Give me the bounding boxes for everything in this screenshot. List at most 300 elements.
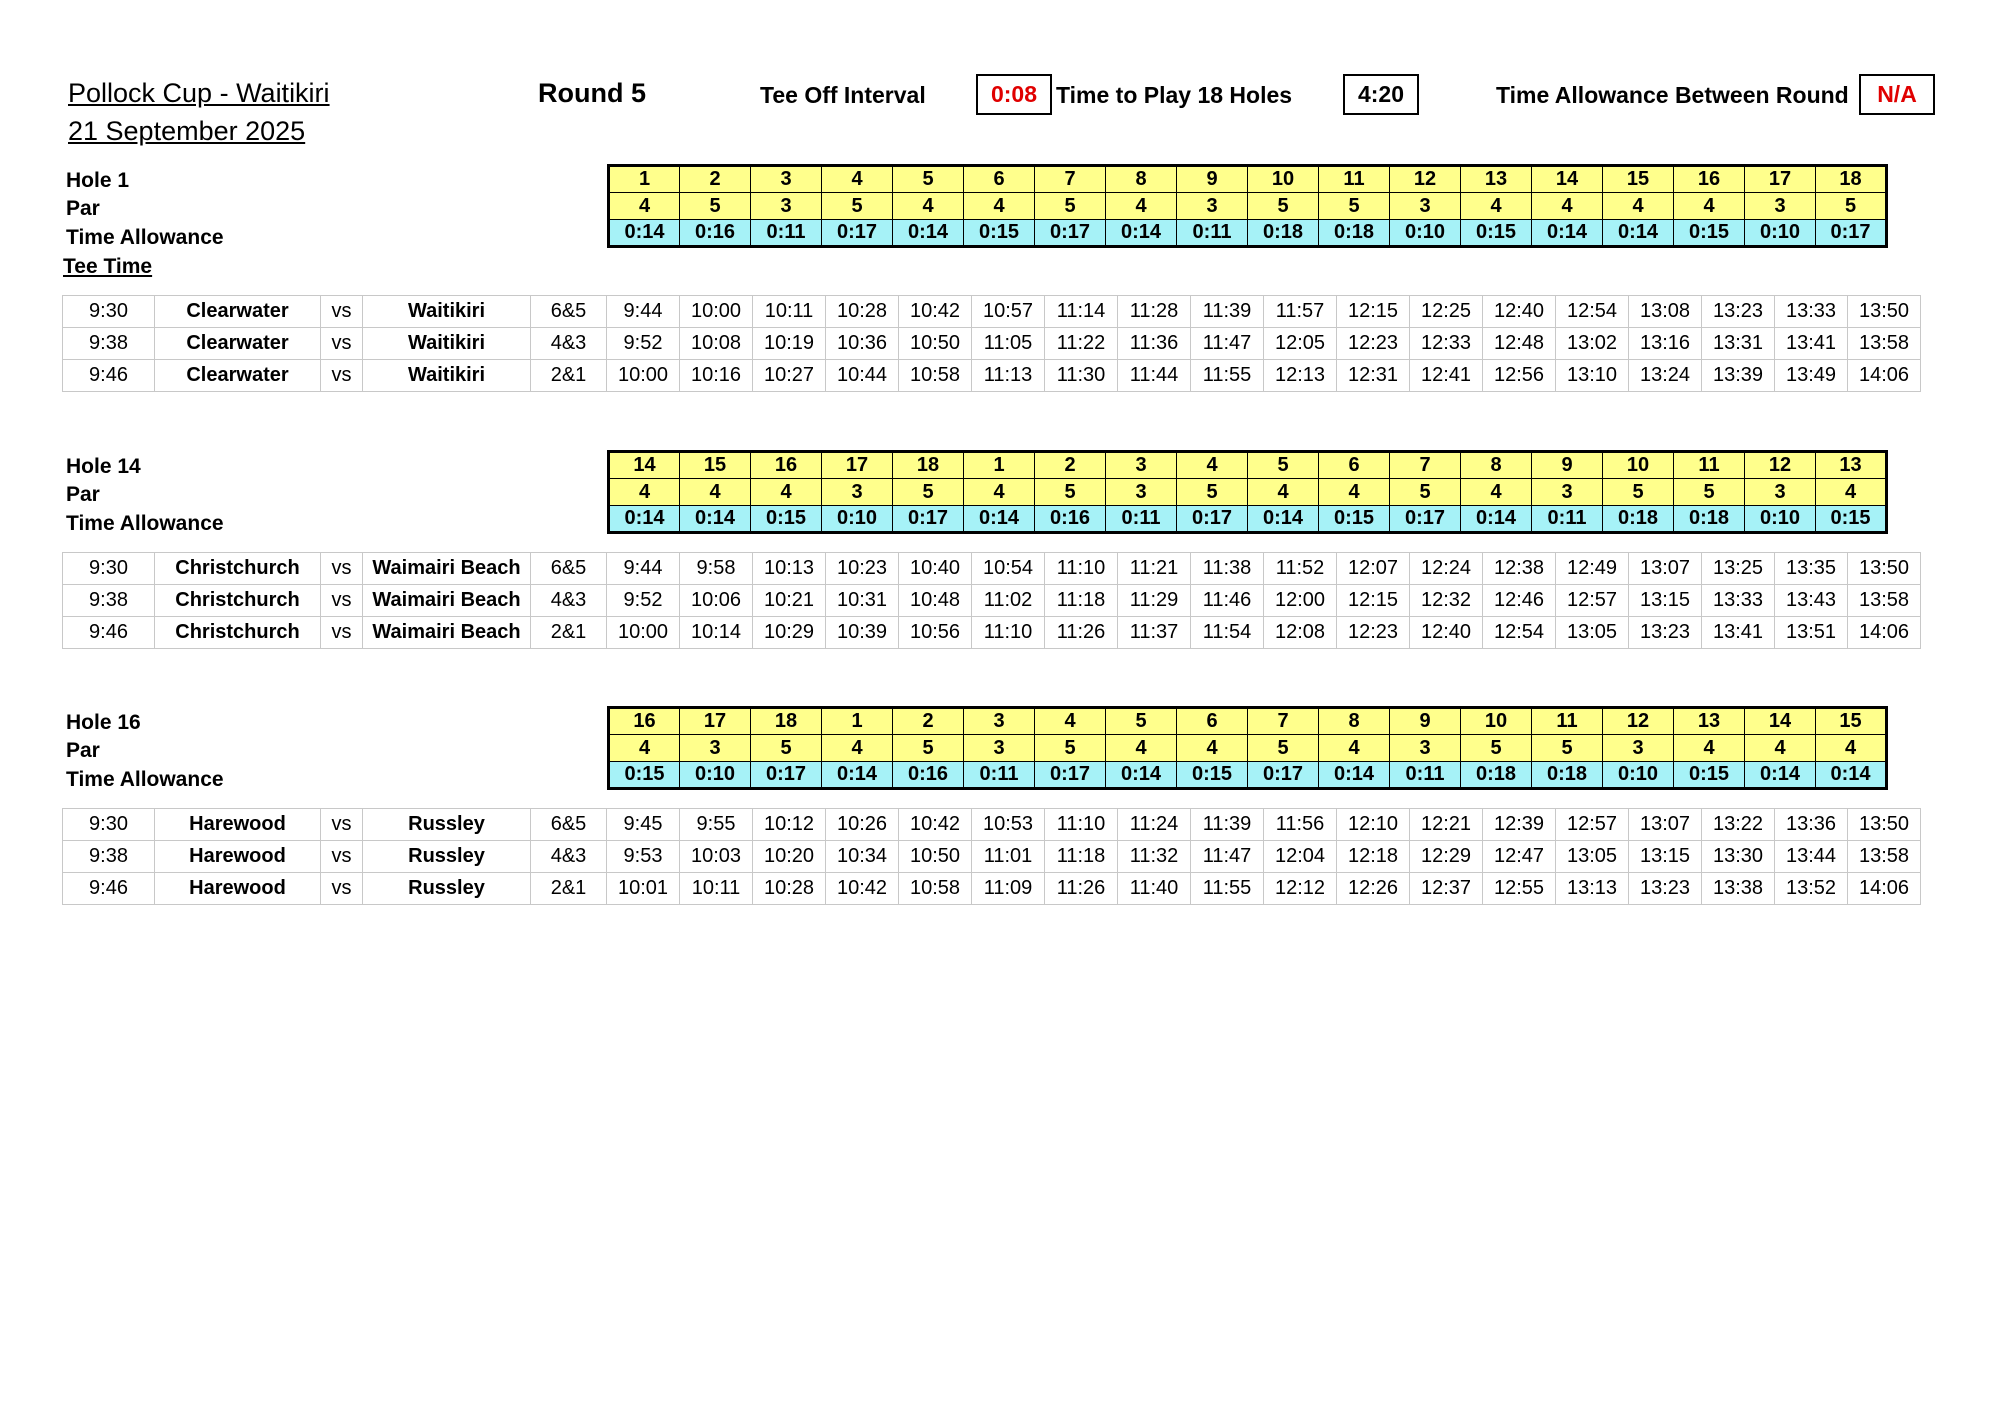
hole-time-cell: 12:23 <box>1337 617 1410 649</box>
vs-cell: vs <box>321 296 363 328</box>
away-team-cell: Russley <box>363 873 531 905</box>
section-3-allowance-label: Time Allowance <box>66 768 224 791</box>
hole-time-cell: 11:18 <box>1045 585 1118 617</box>
hole-time-cell: 13:58 <box>1848 328 1921 360</box>
allowance-cell: 0:10 <box>680 762 751 789</box>
par-cell: 4 <box>1319 479 1390 506</box>
hole-time-cell: 10:48 <box>899 585 972 617</box>
hole-time-cell: 10:14 <box>680 617 753 649</box>
hole-time-cell: 10:57 <box>972 296 1045 328</box>
hole-time-cell: 13:50 <box>1848 296 1921 328</box>
hole-number-cell: 6 <box>1177 708 1248 735</box>
hole-number-cell: 5 <box>1106 708 1177 735</box>
hole-time-cell: 13:41 <box>1702 617 1775 649</box>
hole-time-cell: 11:57 <box>1264 296 1337 328</box>
hole-number-cell: 18 <box>751 708 822 735</box>
allowance-cell: 0:10 <box>1390 220 1461 247</box>
hole-time-cell: 13:05 <box>1556 841 1629 873</box>
allowance-row <box>609 506 1887 533</box>
hole-time-cell: 13:51 <box>1775 617 1848 649</box>
hole-time-cell: 12:49 <box>1556 553 1629 585</box>
par-cell: 3 <box>964 735 1035 762</box>
hole-time-cell: 13:36 <box>1775 809 1848 841</box>
away-team-cell: Waimairi Beach <box>363 617 531 649</box>
game-row <box>63 328 1921 360</box>
match-position-cell: 6&5 <box>531 553 607 585</box>
hole-time-cell: 13:13 <box>1556 873 1629 905</box>
hole-time-cell: 12:38 <box>1483 553 1556 585</box>
hole-time-cell: 11:01 <box>972 841 1045 873</box>
hole-time-cell: 11:47 <box>1191 841 1264 873</box>
hole-number-cell: 10 <box>1248 166 1319 193</box>
allowance-row <box>609 762 1887 789</box>
hole-number-cell: 11 <box>1674 452 1745 479</box>
par-cell: 3 <box>751 193 822 220</box>
tee-time-label: Tee Time <box>63 255 153 278</box>
hole-time-cell: 13:02 <box>1556 328 1629 360</box>
par-cell: 5 <box>1674 479 1745 506</box>
section-2-games-table <box>62 552 1921 649</box>
hole-time-cell: 10:08 <box>680 328 753 360</box>
away-team-cell: Waitikiri <box>363 328 531 360</box>
allowance-cell: 0:11 <box>964 762 1035 789</box>
hole-number-cell: 9 <box>1532 452 1603 479</box>
par-cell: 4 <box>609 193 680 220</box>
hole-time-cell: 10:50 <box>899 841 972 873</box>
hole-time-cell: 10:00 <box>680 296 753 328</box>
allowance-cell: 0:18 <box>1319 220 1390 247</box>
hole-time-cell: 12:57 <box>1556 809 1629 841</box>
hole-time-cell: 12:57 <box>1556 585 1629 617</box>
hole-time-cell: 10:39 <box>826 617 899 649</box>
hole-time-cell: 12:46 <box>1483 585 1556 617</box>
allowance-cell: 0:17 <box>1248 762 1319 789</box>
hole-number-cell: 5 <box>893 166 964 193</box>
hole-time-cell: 13:50 <box>1848 553 1921 585</box>
hole-time-cell: 11:13 <box>972 360 1045 392</box>
hole-time-cell: 11:14 <box>1045 296 1118 328</box>
hole-time-cell: 13:44 <box>1775 841 1848 873</box>
hole-number-cell: 17 <box>680 708 751 735</box>
hole-time-cell: 10:58 <box>899 873 972 905</box>
hole-number-cell: 16 <box>609 708 680 735</box>
hole-number-cell: 2 <box>893 708 964 735</box>
allowance-cell: 0:17 <box>1177 506 1248 533</box>
hole-row <box>609 452 1887 479</box>
hole-time-cell: 13:43 <box>1775 585 1848 617</box>
allowance-cell: 0:14 <box>964 506 1035 533</box>
par-cell: 5 <box>1035 479 1106 506</box>
match-position-cell: 2&1 <box>531 617 607 649</box>
game-row <box>63 873 1921 905</box>
home-team-cell: Harewood <box>155 873 321 905</box>
match-position-cell: 2&1 <box>531 360 607 392</box>
hole-time-cell: 13:24 <box>1629 360 1702 392</box>
hole-time-cell: 13:25 <box>1702 553 1775 585</box>
hole-time-cell: 10:00 <box>607 360 680 392</box>
hole-time-cell: 14:06 <box>1848 617 1921 649</box>
hole-number-cell: 17 <box>822 452 893 479</box>
hole-time-cell: 12:12 <box>1264 873 1337 905</box>
par-cell: 4 <box>680 479 751 506</box>
hole-number-cell: 18 <box>1816 166 1887 193</box>
allowance-cell: 0:11 <box>1177 220 1248 247</box>
allowance-cell: 0:17 <box>1390 506 1461 533</box>
hole-time-cell: 13:31 <box>1702 328 1775 360</box>
allowance-cell: 0:15 <box>964 220 1035 247</box>
tee-time-cell: 9:38 <box>63 841 155 873</box>
tee-off-interval-label: Tee Off Interval <box>760 82 926 108</box>
allowance-cell: 0:16 <box>893 762 964 789</box>
hole-time-cell: 13:33 <box>1775 296 1848 328</box>
hole-time-cell: 11:28 <box>1118 296 1191 328</box>
tee-time-cell: 9:30 <box>63 296 155 328</box>
hole-number-cell: 13 <box>1816 452 1887 479</box>
hole-number-cell: 14 <box>1532 166 1603 193</box>
home-team-cell: Clearwater <box>155 328 321 360</box>
hole-time-cell: 13:23 <box>1629 873 1702 905</box>
hole-time-cell: 13:49 <box>1775 360 1848 392</box>
vs-cell: vs <box>321 809 363 841</box>
hole-time-cell: 12:56 <box>1483 360 1556 392</box>
tee-time-cell: 9:30 <box>63 809 155 841</box>
hole-time-cell: 13:15 <box>1629 841 1702 873</box>
home-team-cell: Christchurch <box>155 585 321 617</box>
vs-cell: vs <box>321 553 363 585</box>
hole-time-cell: 9:45 <box>607 809 680 841</box>
hole-time-cell: 10:16 <box>680 360 753 392</box>
hole-number-cell: 6 <box>1319 452 1390 479</box>
allowance-cell: 0:10 <box>822 506 893 533</box>
hole-time-cell: 13:23 <box>1702 296 1775 328</box>
hole-time-cell: 12:54 <box>1556 296 1629 328</box>
hole-time-cell: 11:24 <box>1118 809 1191 841</box>
hole-number-cell: 3 <box>1106 452 1177 479</box>
hole-time-cell: 11:02 <box>972 585 1045 617</box>
game-row <box>63 809 1921 841</box>
hole-number-cell: 16 <box>751 452 822 479</box>
hole-time-cell: 12:23 <box>1337 328 1410 360</box>
hole-time-cell: 13:08 <box>1629 296 1702 328</box>
section-2-hole-label: Hole 14 <box>66 455 141 478</box>
hole-time-cell: 10:11 <box>753 296 826 328</box>
hole-time-cell: 9:44 <box>607 296 680 328</box>
hole-time-cell: 12:41 <box>1410 360 1483 392</box>
hole-time-cell: 11:30 <box>1045 360 1118 392</box>
hole-time-cell: 13:58 <box>1848 841 1921 873</box>
hole-time-cell: 13:10 <box>1556 360 1629 392</box>
par-cell: 5 <box>1390 479 1461 506</box>
par-cell: 5 <box>893 479 964 506</box>
hole-time-cell: 11:39 <box>1191 809 1264 841</box>
allowance-cell: 0:14 <box>1603 220 1674 247</box>
par-cell: 5 <box>1603 479 1674 506</box>
hole-time-cell: 10:28 <box>753 873 826 905</box>
hole-time-cell: 12:00 <box>1264 585 1337 617</box>
hole-time-cell: 12:48 <box>1483 328 1556 360</box>
par-cell: 3 <box>1745 479 1816 506</box>
game-row <box>63 360 1921 392</box>
hole-time-cell: 9:55 <box>680 809 753 841</box>
hole-time-cell: 11:09 <box>972 873 1045 905</box>
hole-number-cell: 18 <box>893 452 964 479</box>
hole-number-cell: 1 <box>609 166 680 193</box>
game-row <box>63 617 1921 649</box>
par-cell: 4 <box>751 479 822 506</box>
allowance-cell: 0:11 <box>1390 762 1461 789</box>
hole-time-cell: 10:19 <box>753 328 826 360</box>
allowance-cell: 0:14 <box>1745 762 1816 789</box>
hole-time-cell: 13:33 <box>1702 585 1775 617</box>
allowance-cell: 0:15 <box>1177 762 1248 789</box>
hole-number-cell: 4 <box>1035 708 1106 735</box>
par-cell: 4 <box>1674 193 1745 220</box>
hole-number-cell: 4 <box>1177 452 1248 479</box>
section-3-hole-grid <box>607 706 1888 790</box>
par-cell: 5 <box>1035 193 1106 220</box>
hole-time-cell: 10:53 <box>972 809 1045 841</box>
hole-time-cell: 14:06 <box>1848 873 1921 905</box>
hole-time-cell: 10:29 <box>753 617 826 649</box>
hole-time-cell: 12:26 <box>1337 873 1410 905</box>
hole-number-cell: 1 <box>822 708 893 735</box>
par-cell: 4 <box>1603 193 1674 220</box>
hole-time-cell: 12:15 <box>1337 585 1410 617</box>
hole-time-cell: 13:50 <box>1848 809 1921 841</box>
allowance-cell: 0:11 <box>751 220 822 247</box>
hole-time-cell: 11:36 <box>1118 328 1191 360</box>
hole-time-cell: 12:31 <box>1337 360 1410 392</box>
allowance-cell: 0:17 <box>751 762 822 789</box>
allowance-cell: 0:16 <box>1035 506 1106 533</box>
hole-time-cell: 10:12 <box>753 809 826 841</box>
match-position-cell: 2&1 <box>531 873 607 905</box>
hole-number-cell: 14 <box>609 452 680 479</box>
hole-time-cell: 9:58 <box>680 553 753 585</box>
hole-time-cell: 10:42 <box>899 809 972 841</box>
par-cell: 4 <box>1745 735 1816 762</box>
hole-number-cell: 9 <box>1177 166 1248 193</box>
par-cell: 3 <box>1390 193 1461 220</box>
hole-time-cell: 12:40 <box>1483 296 1556 328</box>
par-cell: 3 <box>1106 479 1177 506</box>
allowance-cell: 0:10 <box>1745 220 1816 247</box>
home-team-cell: Christchurch <box>155 553 321 585</box>
section-1-allowance-label: Time Allowance <box>66 226 224 249</box>
home-team-cell: Clearwater <box>155 296 321 328</box>
hole-time-cell: 10:27 <box>753 360 826 392</box>
hole-time-cell: 13:22 <box>1702 809 1775 841</box>
hole-time-cell: 12:07 <box>1337 553 1410 585</box>
par-cell: 4 <box>1674 735 1745 762</box>
hole-time-cell: 12:32 <box>1410 585 1483 617</box>
hole-time-cell: 11:10 <box>1045 809 1118 841</box>
hole-time-cell: 14:06 <box>1848 360 1921 392</box>
hole-number-cell: 13 <box>1674 708 1745 735</box>
hole-time-cell: 13:07 <box>1629 553 1702 585</box>
par-cell: 4 <box>1177 735 1248 762</box>
hole-number-cell: 15 <box>1816 708 1887 735</box>
hole-number-cell: 12 <box>1603 708 1674 735</box>
hole-time-cell: 11:10 <box>1045 553 1118 585</box>
par-cell: 4 <box>1248 479 1319 506</box>
hole-time-cell: 12:40 <box>1410 617 1483 649</box>
allowance-cell: 0:15 <box>1674 762 1745 789</box>
hole-time-cell: 11:38 <box>1191 553 1264 585</box>
allowance-cell: 0:15 <box>1674 220 1745 247</box>
allowance-cell: 0:18 <box>1248 220 1319 247</box>
hole-time-cell: 10:34 <box>826 841 899 873</box>
allowance-cell: 0:14 <box>1532 220 1603 247</box>
hole-number-cell: 11 <box>1319 166 1390 193</box>
game-row <box>63 296 1921 328</box>
hole-time-cell: 10:00 <box>607 617 680 649</box>
hole-time-cell: 10:42 <box>899 296 972 328</box>
away-team-cell: Waimairi Beach <box>363 553 531 585</box>
hole-time-cell: 10:40 <box>899 553 972 585</box>
hole-time-cell: 10:58 <box>899 360 972 392</box>
allowance-cell: 0:14 <box>1106 220 1177 247</box>
hole-time-cell: 13:16 <box>1629 328 1702 360</box>
par-cell: 5 <box>1461 735 1532 762</box>
hole-number-cell: 7 <box>1248 708 1319 735</box>
hole-time-cell: 10:56 <box>899 617 972 649</box>
par-cell: 5 <box>1319 193 1390 220</box>
tee-time-cell: 9:30 <box>63 553 155 585</box>
hole-time-cell: 13:23 <box>1629 617 1702 649</box>
par-cell: 3 <box>822 479 893 506</box>
par-cell: 4 <box>822 735 893 762</box>
hole-number-cell: 10 <box>1603 452 1674 479</box>
hole-time-cell: 12:10 <box>1337 809 1410 841</box>
allowance-cell: 0:18 <box>1674 506 1745 533</box>
allowance-cell: 0:15 <box>1319 506 1390 533</box>
hole-number-cell: 11 <box>1532 708 1603 735</box>
section-2-par-label: Par <box>66 483 100 506</box>
away-team-cell: Waitikiri <box>363 360 531 392</box>
hole-row <box>609 708 1887 735</box>
hole-time-cell: 12:04 <box>1264 841 1337 873</box>
hole-time-cell: 9:53 <box>607 841 680 873</box>
par-cell: 5 <box>1248 735 1319 762</box>
par-cell: 5 <box>822 193 893 220</box>
hole-time-cell: 9:52 <box>607 585 680 617</box>
hole-time-cell: 11:46 <box>1191 585 1264 617</box>
par-cell: 3 <box>1177 193 1248 220</box>
hole-time-cell: 11:18 <box>1045 841 1118 873</box>
hole-number-cell: 5 <box>1248 452 1319 479</box>
hole-time-cell: 11:26 <box>1045 617 1118 649</box>
hole-time-cell: 11:22 <box>1045 328 1118 360</box>
hole-time-cell: 12:37 <box>1410 873 1483 905</box>
hole-time-cell: 11:39 <box>1191 296 1264 328</box>
hole-number-cell: 16 <box>1674 166 1745 193</box>
vs-cell: vs <box>321 328 363 360</box>
match-position-cell: 6&5 <box>531 809 607 841</box>
par-cell: 4 <box>1816 735 1887 762</box>
hole-time-cell: 11:26 <box>1045 873 1118 905</box>
hole-time-cell: 13:05 <box>1556 617 1629 649</box>
allowance-cell: 0:15 <box>609 762 680 789</box>
hole-time-cell: 12:18 <box>1337 841 1410 873</box>
allowance-cell: 0:14 <box>609 220 680 247</box>
hole-time-cell: 10:21 <box>753 585 826 617</box>
hole-number-cell: 3 <box>751 166 822 193</box>
allowance-cell: 0:14 <box>609 506 680 533</box>
section-3-par-label: Par <box>66 739 100 762</box>
allowance-cell: 0:14 <box>1461 506 1532 533</box>
allowance-cell: 0:14 <box>680 506 751 533</box>
par-cell: 4 <box>1319 735 1390 762</box>
hole-time-cell: 9:52 <box>607 328 680 360</box>
par-cell: 5 <box>1248 193 1319 220</box>
allowance-cell: 0:14 <box>1319 762 1390 789</box>
hole-number-cell: 8 <box>1319 708 1390 735</box>
par-cell: 4 <box>893 193 964 220</box>
hole-time-cell: 11:21 <box>1118 553 1191 585</box>
hole-time-cell: 11:32 <box>1118 841 1191 873</box>
hole-time-cell: 11:10 <box>972 617 1045 649</box>
vs-cell: vs <box>321 585 363 617</box>
allowance-cell: 0:17 <box>1035 220 1106 247</box>
section-1-hole-grid <box>607 164 1888 248</box>
hole-time-cell: 12:29 <box>1410 841 1483 873</box>
par-cell: 4 <box>1106 735 1177 762</box>
hole-time-cell: 10:42 <box>826 873 899 905</box>
par-cell: 5 <box>1035 735 1106 762</box>
tee-time-cell: 9:46 <box>63 617 155 649</box>
hole-number-cell: 3 <box>964 708 1035 735</box>
hole-time-cell: 10:50 <box>899 328 972 360</box>
hole-time-cell: 11:29 <box>1118 585 1191 617</box>
hole-time-cell: 11:37 <box>1118 617 1191 649</box>
hole-time-cell: 13:38 <box>1702 873 1775 905</box>
allowance-cell: 0:15 <box>1816 506 1887 533</box>
allowance-cell: 0:15 <box>751 506 822 533</box>
allowance-cell: 0:14 <box>1106 762 1177 789</box>
hole-time-cell: 11:05 <box>972 328 1045 360</box>
hole-number-cell: 13 <box>1461 166 1532 193</box>
round-allowance-value: N/A <box>1859 74 1935 115</box>
hole-number-cell: 4 <box>822 166 893 193</box>
round-allowance-label: Time Allowance Between Round <box>1496 82 1849 108</box>
tee-time-cell: 9:38 <box>63 328 155 360</box>
hole-number-cell: 17 <box>1745 166 1816 193</box>
allowance-cell: 0:10 <box>1603 762 1674 789</box>
section-1-games-table <box>62 295 1921 392</box>
par-row <box>609 479 1887 506</box>
hole-number-cell: 6 <box>964 166 1035 193</box>
section-3-games-table <box>62 808 1921 905</box>
hole-number-cell: 15 <box>1603 166 1674 193</box>
hole-time-cell: 13:41 <box>1775 328 1848 360</box>
away-team-cell: Russley <box>363 809 531 841</box>
allowance-cell: 0:18 <box>1603 506 1674 533</box>
hole-time-cell: 10:03 <box>680 841 753 873</box>
hole-time-cell: 10:23 <box>826 553 899 585</box>
hole-number-cell: 7 <box>1035 166 1106 193</box>
hole-time-cell: 11:54 <box>1191 617 1264 649</box>
allowance-cell: 0:10 <box>1745 506 1816 533</box>
allowance-cell: 0:14 <box>1816 762 1887 789</box>
hole-time-cell: 12:05 <box>1264 328 1337 360</box>
hole-time-cell: 10:01 <box>607 873 680 905</box>
home-team-cell: Harewood <box>155 841 321 873</box>
vs-cell: vs <box>321 841 363 873</box>
hole-time-cell: 11:55 <box>1191 360 1264 392</box>
hole-time-cell: 13:39 <box>1702 360 1775 392</box>
par-cell: 4 <box>1461 193 1532 220</box>
